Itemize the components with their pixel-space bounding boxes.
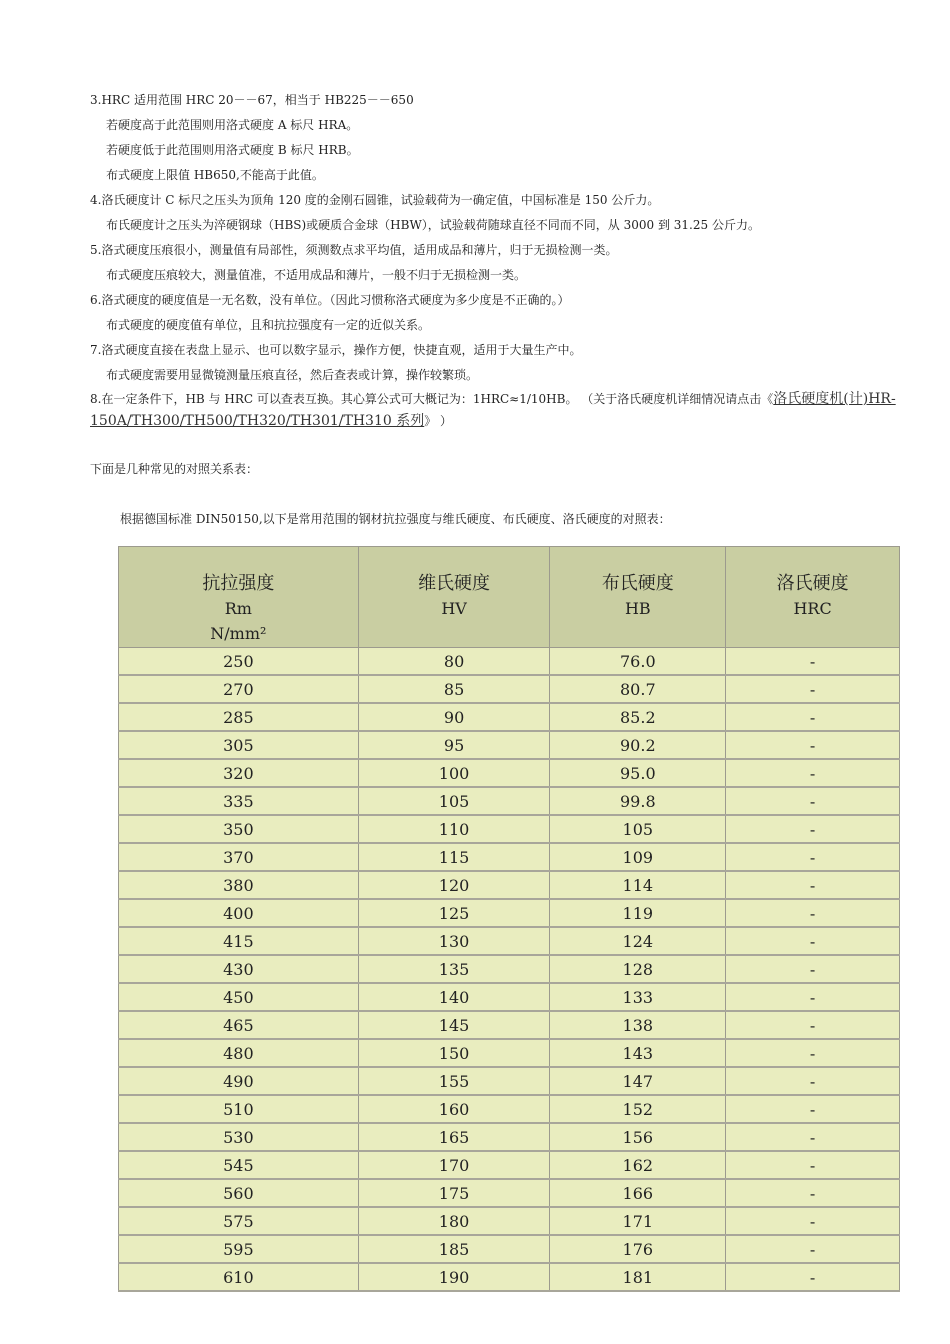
table-intro: 根据德国标准 DIN50150,以下是常用范围的钢材抗拉强度与维氏硬度、布氏硬度、洛氏硬度的对照表： [120, 512, 671, 526]
table-row [119, 1039, 900, 1067]
vickers-cell: 185 [358, 1235, 550, 1263]
rockwell-cell: - [726, 1039, 900, 1067]
table-row [119, 927, 900, 955]
table-row [119, 843, 900, 871]
table-row [119, 648, 900, 676]
table-row [119, 1151, 900, 1179]
brinell-cell: 156 [550, 1123, 726, 1151]
header-vickers [358, 547, 550, 648]
brinell-cell: 90.2 [550, 731, 726, 759]
tensile-cell: 285 [119, 703, 359, 731]
table-row [119, 1067, 900, 1095]
paragraph-4: 4.洛氏硬度计 C 标尺之压头为顶角 120 度的金刚石圆锥，试验载荷为一确定值，中国标准是 150 公斤力。 [90, 193, 660, 207]
brinell-cell: 76.0 [550, 648, 726, 676]
rockwell-cell: - [726, 1235, 900, 1263]
table-row [119, 1123, 900, 1151]
paragraph-3-hrb: 若硬度低于此范围则用洛式硬度 B 标尺 HRB。 [106, 143, 359, 157]
header-unit-2: N/mm² [210, 624, 267, 643]
brinell-cell: 99.8 [550, 787, 726, 815]
header-rockwell [726, 547, 900, 648]
tensile-cell: 320 [119, 759, 359, 787]
table-row [119, 1207, 900, 1235]
rockwell-cell: - [726, 648, 900, 676]
paragraph-8 [90, 388, 932, 432]
vickers-cell: 80 [358, 648, 550, 676]
paragraph-3: 3.HRC 适用范围 HRC 20－－67，相当于 HB225－－650 [90, 93, 414, 107]
rockwell-cell: - [726, 1067, 900, 1095]
header-label: 维氏硬度 [418, 573, 491, 594]
rockwell-cell: - [726, 703, 900, 731]
rockwell-cell: - [726, 1207, 900, 1235]
rockwell-cell: - [726, 1179, 900, 1207]
paragraph-8-tail: 》 ） [424, 414, 453, 428]
vickers-cell: 145 [358, 1011, 550, 1039]
brinell-cell: 166 [550, 1179, 726, 1207]
vickers-cell: 95 [358, 731, 550, 759]
vickers-cell: 135 [358, 955, 550, 983]
paragraph-8-text: 8.在一定条件下，HB 与 HRC 可以查表互换。其心算公式可大概记为：1HRC≈1/10HB。 （关于洛氏硬度机详细情况请点击《 [90, 392, 774, 406]
table-row [119, 703, 900, 731]
rockwell-cell: - [726, 1263, 900, 1291]
rockwell-cell: - [726, 899, 900, 927]
tensile-cell: 400 [119, 899, 359, 927]
tensile-cell: 575 [119, 1207, 359, 1235]
vickers-cell: 115 [358, 843, 550, 871]
tensile-cell: 305 [119, 731, 359, 759]
table-row [119, 899, 900, 927]
tensile-cell: 350 [119, 815, 359, 843]
table-row [119, 955, 900, 983]
paragraph-4-brinell: 布氏硬度计之压头为淬硬钢球（HBS)或硬质合金球（HBW），试验载荷随球直径不同而不同，从 3000 到 31.25 公斤力。 [106, 218, 760, 232]
vickers-cell: 160 [358, 1095, 550, 1123]
table-row [119, 871, 900, 899]
brinell-cell: 80.7 [550, 675, 726, 703]
rockwell-cell: - [726, 1095, 900, 1123]
header-label: 洛氏硬度 [776, 573, 849, 594]
header-label: 抗拉强度 [202, 573, 275, 594]
paragraph-5-brinell: 布式硬度压痕较大，测量值准，不适用成品和薄片，一般不归于无损检测一类。 [106, 268, 527, 282]
table-row [119, 1179, 900, 1207]
tensile-cell: 250 [119, 648, 359, 676]
table-header-row [119, 547, 900, 648]
header-label: 布氏硬度 [601, 573, 674, 594]
tensile-cell: 430 [119, 955, 359, 983]
header-unit: HRC [793, 599, 832, 618]
header-unit: Rm [224, 599, 252, 618]
tensile-cell: 610 [119, 1263, 359, 1291]
brinell-cell: 95.0 [550, 759, 726, 787]
tensile-cell: 480 [119, 1039, 359, 1067]
table-row [119, 787, 900, 815]
brinell-cell: 105 [550, 815, 726, 843]
brinell-cell: 152 [550, 1095, 726, 1123]
rockwell-tester-link[interactable]: 洛氏硬度机(计)HR-150A/TH300/TH500/TH320/TH301/TH310 系列 [90, 391, 896, 429]
table-body [119, 648, 900, 1292]
brinell-cell: 176 [550, 1235, 726, 1263]
rockwell-cell: - [726, 787, 900, 815]
vickers-cell: 165 [358, 1123, 550, 1151]
brinell-cell: 171 [550, 1207, 726, 1235]
brinell-cell: 133 [550, 983, 726, 1011]
vickers-cell: 85 [358, 675, 550, 703]
tensile-cell: 450 [119, 983, 359, 1011]
paragraph-7: 7.洛式硬度直接在表盘上显示、也可以数字显示，操作方便，快捷直观，适用于大量生产中。 [90, 343, 582, 357]
tensile-cell: 530 [119, 1123, 359, 1151]
vickers-cell: 110 [358, 815, 550, 843]
brinell-cell: 114 [550, 871, 726, 899]
tensile-cell: 490 [119, 1067, 359, 1095]
vickers-cell: 105 [358, 787, 550, 815]
paragraph-3-hra: 若硬度高于此范围则用洛式硬度 A 标尺 HRA。 [106, 118, 359, 132]
vickers-cell: 175 [358, 1179, 550, 1207]
brinell-cell: 124 [550, 927, 726, 955]
section-title: 下面是几种常见的对照关系表： [90, 462, 259, 476]
paragraph-6: 6.洛式硬度的硬度值是一无名数，没有单位。（因此习惯称洛式硬度为多少度是不正确的。） [90, 293, 570, 307]
rockwell-cell: - [726, 927, 900, 955]
rockwell-cell: - [726, 675, 900, 703]
tensile-cell: 595 [119, 1235, 359, 1263]
tensile-cell: 270 [119, 675, 359, 703]
header-unit: HV [441, 599, 467, 618]
paragraph-3-hb-limit: 布式硬度上限值 HB650,不能高于此值。 [106, 168, 324, 182]
brinell-cell: 138 [550, 1011, 726, 1039]
brinell-cell: 143 [550, 1039, 726, 1067]
vickers-cell: 170 [358, 1151, 550, 1179]
brinell-cell: 85.2 [550, 703, 726, 731]
rockwell-cell: - [726, 871, 900, 899]
paragraph-7-brinell: 布式硬度需要用显微镜测量压痕直径，然后查表或计算，操作较繁琐。 [106, 368, 479, 382]
vickers-cell: 130 [358, 927, 550, 955]
header-tensile-strength [119, 547, 359, 648]
vickers-cell: 150 [358, 1039, 550, 1067]
rockwell-cell: - [726, 983, 900, 1011]
tensile-cell: 465 [119, 1011, 359, 1039]
tensile-cell: 415 [119, 927, 359, 955]
rockwell-cell: - [726, 843, 900, 871]
paragraph-5: 5.洛式硬度压痕很小，测量值有局部性，须测数点求平均值，适用成品和薄片，归于无损检测一类。 [90, 243, 618, 257]
table-row [119, 675, 900, 703]
rockwell-cell: - [726, 759, 900, 787]
rockwell-cell: - [726, 1123, 900, 1151]
brinell-cell: 181 [550, 1263, 726, 1291]
brinell-cell: 128 [550, 955, 726, 983]
rockwell-cell: - [726, 731, 900, 759]
brinell-cell: 162 [550, 1151, 726, 1179]
vickers-cell: 100 [358, 759, 550, 787]
tensile-cell: 335 [119, 787, 359, 815]
vickers-cell: 140 [358, 983, 550, 1011]
header-brinell [550, 547, 726, 648]
table-row [119, 1095, 900, 1123]
rockwell-cell: - [726, 1011, 900, 1039]
table-row [119, 983, 900, 1011]
brinell-cell: 109 [550, 843, 726, 871]
vickers-cell: 180 [358, 1207, 550, 1235]
table-row [119, 731, 900, 759]
tensile-cell: 545 [119, 1151, 359, 1179]
rockwell-cell: - [726, 955, 900, 983]
paragraph-6-brinell: 布式硬度的硬度值有单位，且和抗拉强度有一定的近似关系。 [106, 318, 431, 332]
brinell-cell: 147 [550, 1067, 726, 1095]
hardness-conversion-table [118, 546, 900, 1292]
table-row [119, 815, 900, 843]
brinell-cell: 119 [550, 899, 726, 927]
table-row [119, 1011, 900, 1039]
tensile-cell: 370 [119, 843, 359, 871]
vickers-cell: 90 [358, 703, 550, 731]
tensile-cell: 510 [119, 1095, 359, 1123]
rockwell-cell: - [726, 1151, 900, 1179]
table-row [119, 1235, 900, 1263]
table-row [119, 1263, 900, 1291]
vickers-cell: 190 [358, 1263, 550, 1291]
table-row [119, 759, 900, 787]
rockwell-cell: - [726, 815, 900, 843]
vickers-cell: 125 [358, 899, 550, 927]
vickers-cell: 155 [358, 1067, 550, 1095]
vickers-cell: 120 [358, 871, 550, 899]
header-unit: HB [624, 599, 651, 618]
tensile-cell: 380 [119, 871, 359, 899]
tensile-cell: 560 [119, 1179, 359, 1207]
